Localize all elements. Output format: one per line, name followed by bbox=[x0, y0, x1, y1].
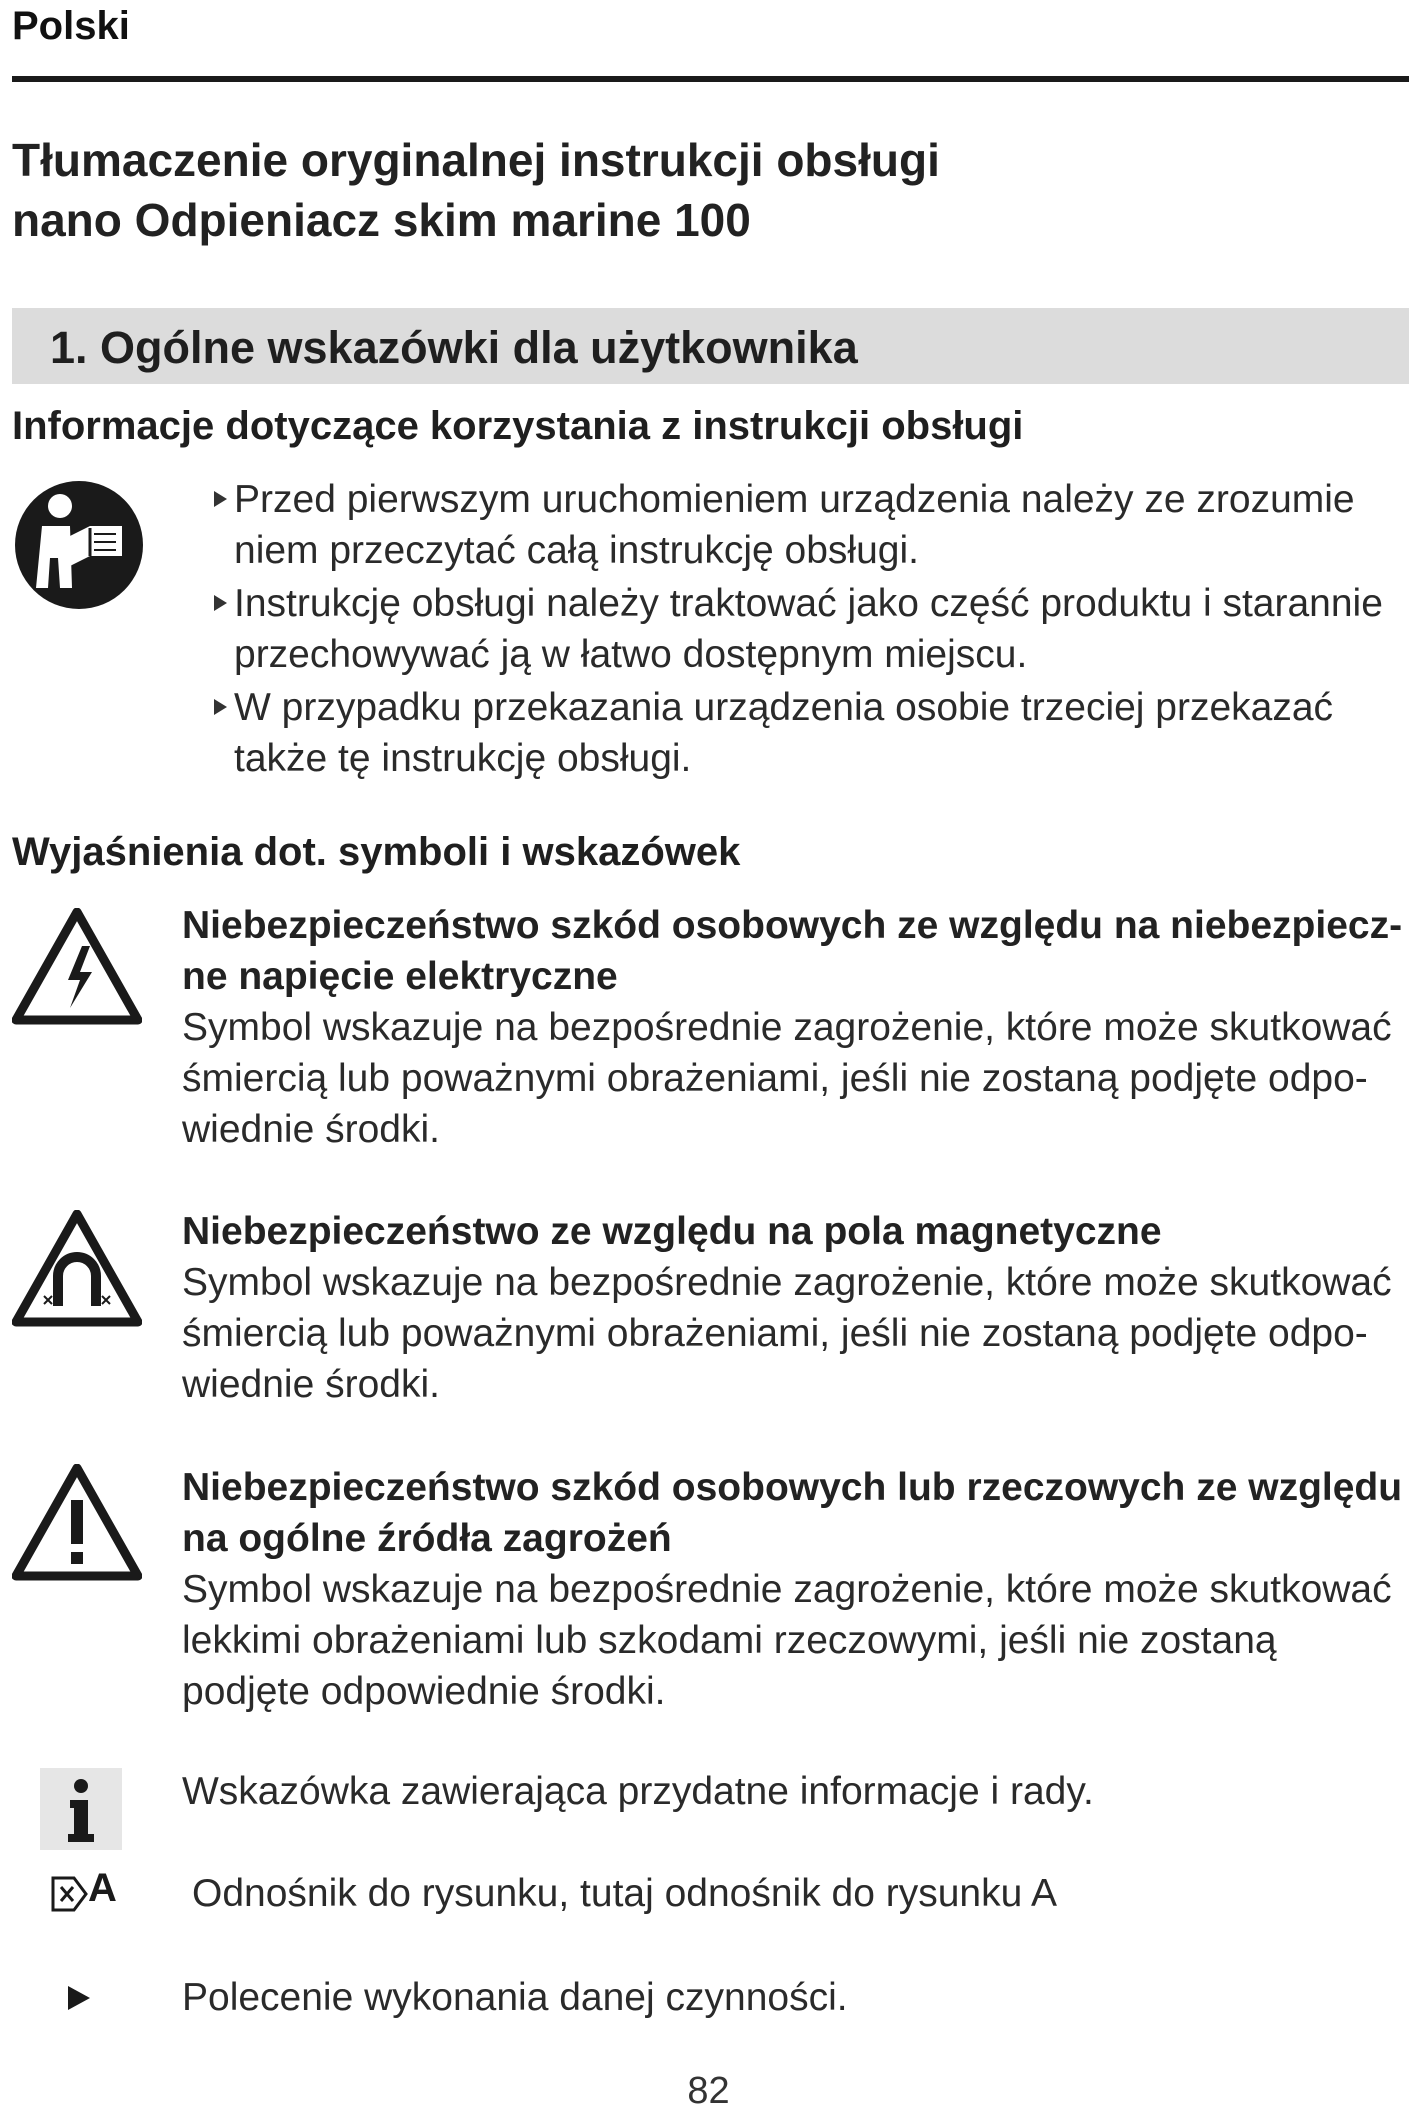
action-arrow-icon bbox=[66, 1984, 92, 2012]
page-number: 82 bbox=[687, 2070, 730, 2112]
figure-reference-icon bbox=[50, 1866, 130, 1914]
info-icon bbox=[40, 1768, 122, 1850]
action-text: Polecenie wykonania danej czynności. bbox=[182, 1976, 848, 2019]
usage-info-heading: Informacje dotyczące korzystania z instrukcji obsługi bbox=[12, 404, 1024, 448]
symbol-text bbox=[182, 900, 1412, 1155]
document-title-line-1: Tłumaczenie oryginalnej instrukcji obsługi bbox=[12, 134, 940, 186]
list-item: Przed pierwszym uruchomieniem urządzenia należy ze zrozumie niem przeczytać całą instrukcję obsługi. bbox=[210, 474, 1400, 576]
symbols-heading: Wyjaśnienia dot. symboli i wskazówek bbox=[12, 830, 741, 874]
info-text: Wskazówka zawierająca przydatne informacje i rady. bbox=[182, 1770, 1094, 1813]
electric-hazard-icon bbox=[12, 908, 142, 1026]
list-item: W przypadku przekazania urządzenia osobie trzeciej przekazać także tę instrukcję obsługi. bbox=[210, 682, 1400, 784]
symbol-title: Niebezpieczeństwo ze względu na pola magnetyczne bbox=[182, 1210, 1162, 1253]
bullet-arrow-icon bbox=[214, 491, 227, 507]
read-manual-icon bbox=[12, 478, 147, 613]
section-heading-bar bbox=[12, 308, 1409, 384]
symbol-title: Niebezpieczeństwo szkód osobowych lub rzeczowych ze względu na ogólne źródła zagrożeń bbox=[182, 1466, 1403, 1560]
figure-letter: A bbox=[88, 1866, 117, 1910]
symbol-title: Niebezpieczeństwo szkód osobowych ze względu na niebezpiecz- ne napięcie elektryczne bbox=[182, 904, 1403, 998]
bullet-arrow-icon bbox=[214, 699, 227, 715]
document-title-line-2: nano Odpieniacz skim marine 100 bbox=[12, 194, 751, 246]
document-title bbox=[12, 130, 940, 250]
list-item: Instrukcję obsługi należy traktować jako część produktu i starannie przechowywać ją w łatwo dostępnym miejscu. bbox=[210, 578, 1400, 680]
general-hazard-icon bbox=[12, 1464, 142, 1582]
symbol-text bbox=[182, 1462, 1412, 1717]
figure-pointer-icon bbox=[50, 1874, 90, 1914]
section-heading: 1. Ogólne wskazówki dla użytkownika bbox=[50, 322, 858, 373]
symbol-description: Symbol wskazuje na bezpośrednie zagrożenie, które może skutkować śmiercią lub poważnymi obrażeniami, jeśli nie zostaną podjęte odpo- wiednie środki. bbox=[182, 1006, 1392, 1151]
figure-reference-text: Odnośnik do rysunku, tutaj odnośnik do rysunku A bbox=[192, 1872, 1058, 1915]
language-label: Polski bbox=[12, 4, 130, 48]
bullet-arrow-icon bbox=[214, 595, 227, 611]
symbol-description: Symbol wskazuje na bezpośrednie zagrożenie, które może skutkować śmiercią lub poważnymi obrażeniami, jeśli nie zostaną podjęte odpo- wiednie środki. bbox=[182, 1261, 1392, 1406]
magnetic-field-hazard-icon bbox=[12, 1210, 142, 1328]
usage-instructions-list bbox=[210, 474, 1400, 786]
symbol-description: Symbol wskazuje na bezpośrednie zagrożenie, które może skutkować lekkimi obrażeniami lub szkodami rzeczowymi, jeśli nie zostaną podjęte odpowiednie środki. bbox=[182, 1568, 1392, 1713]
symbol-text bbox=[182, 1206, 1412, 1410]
header-rule bbox=[12, 76, 1409, 82]
